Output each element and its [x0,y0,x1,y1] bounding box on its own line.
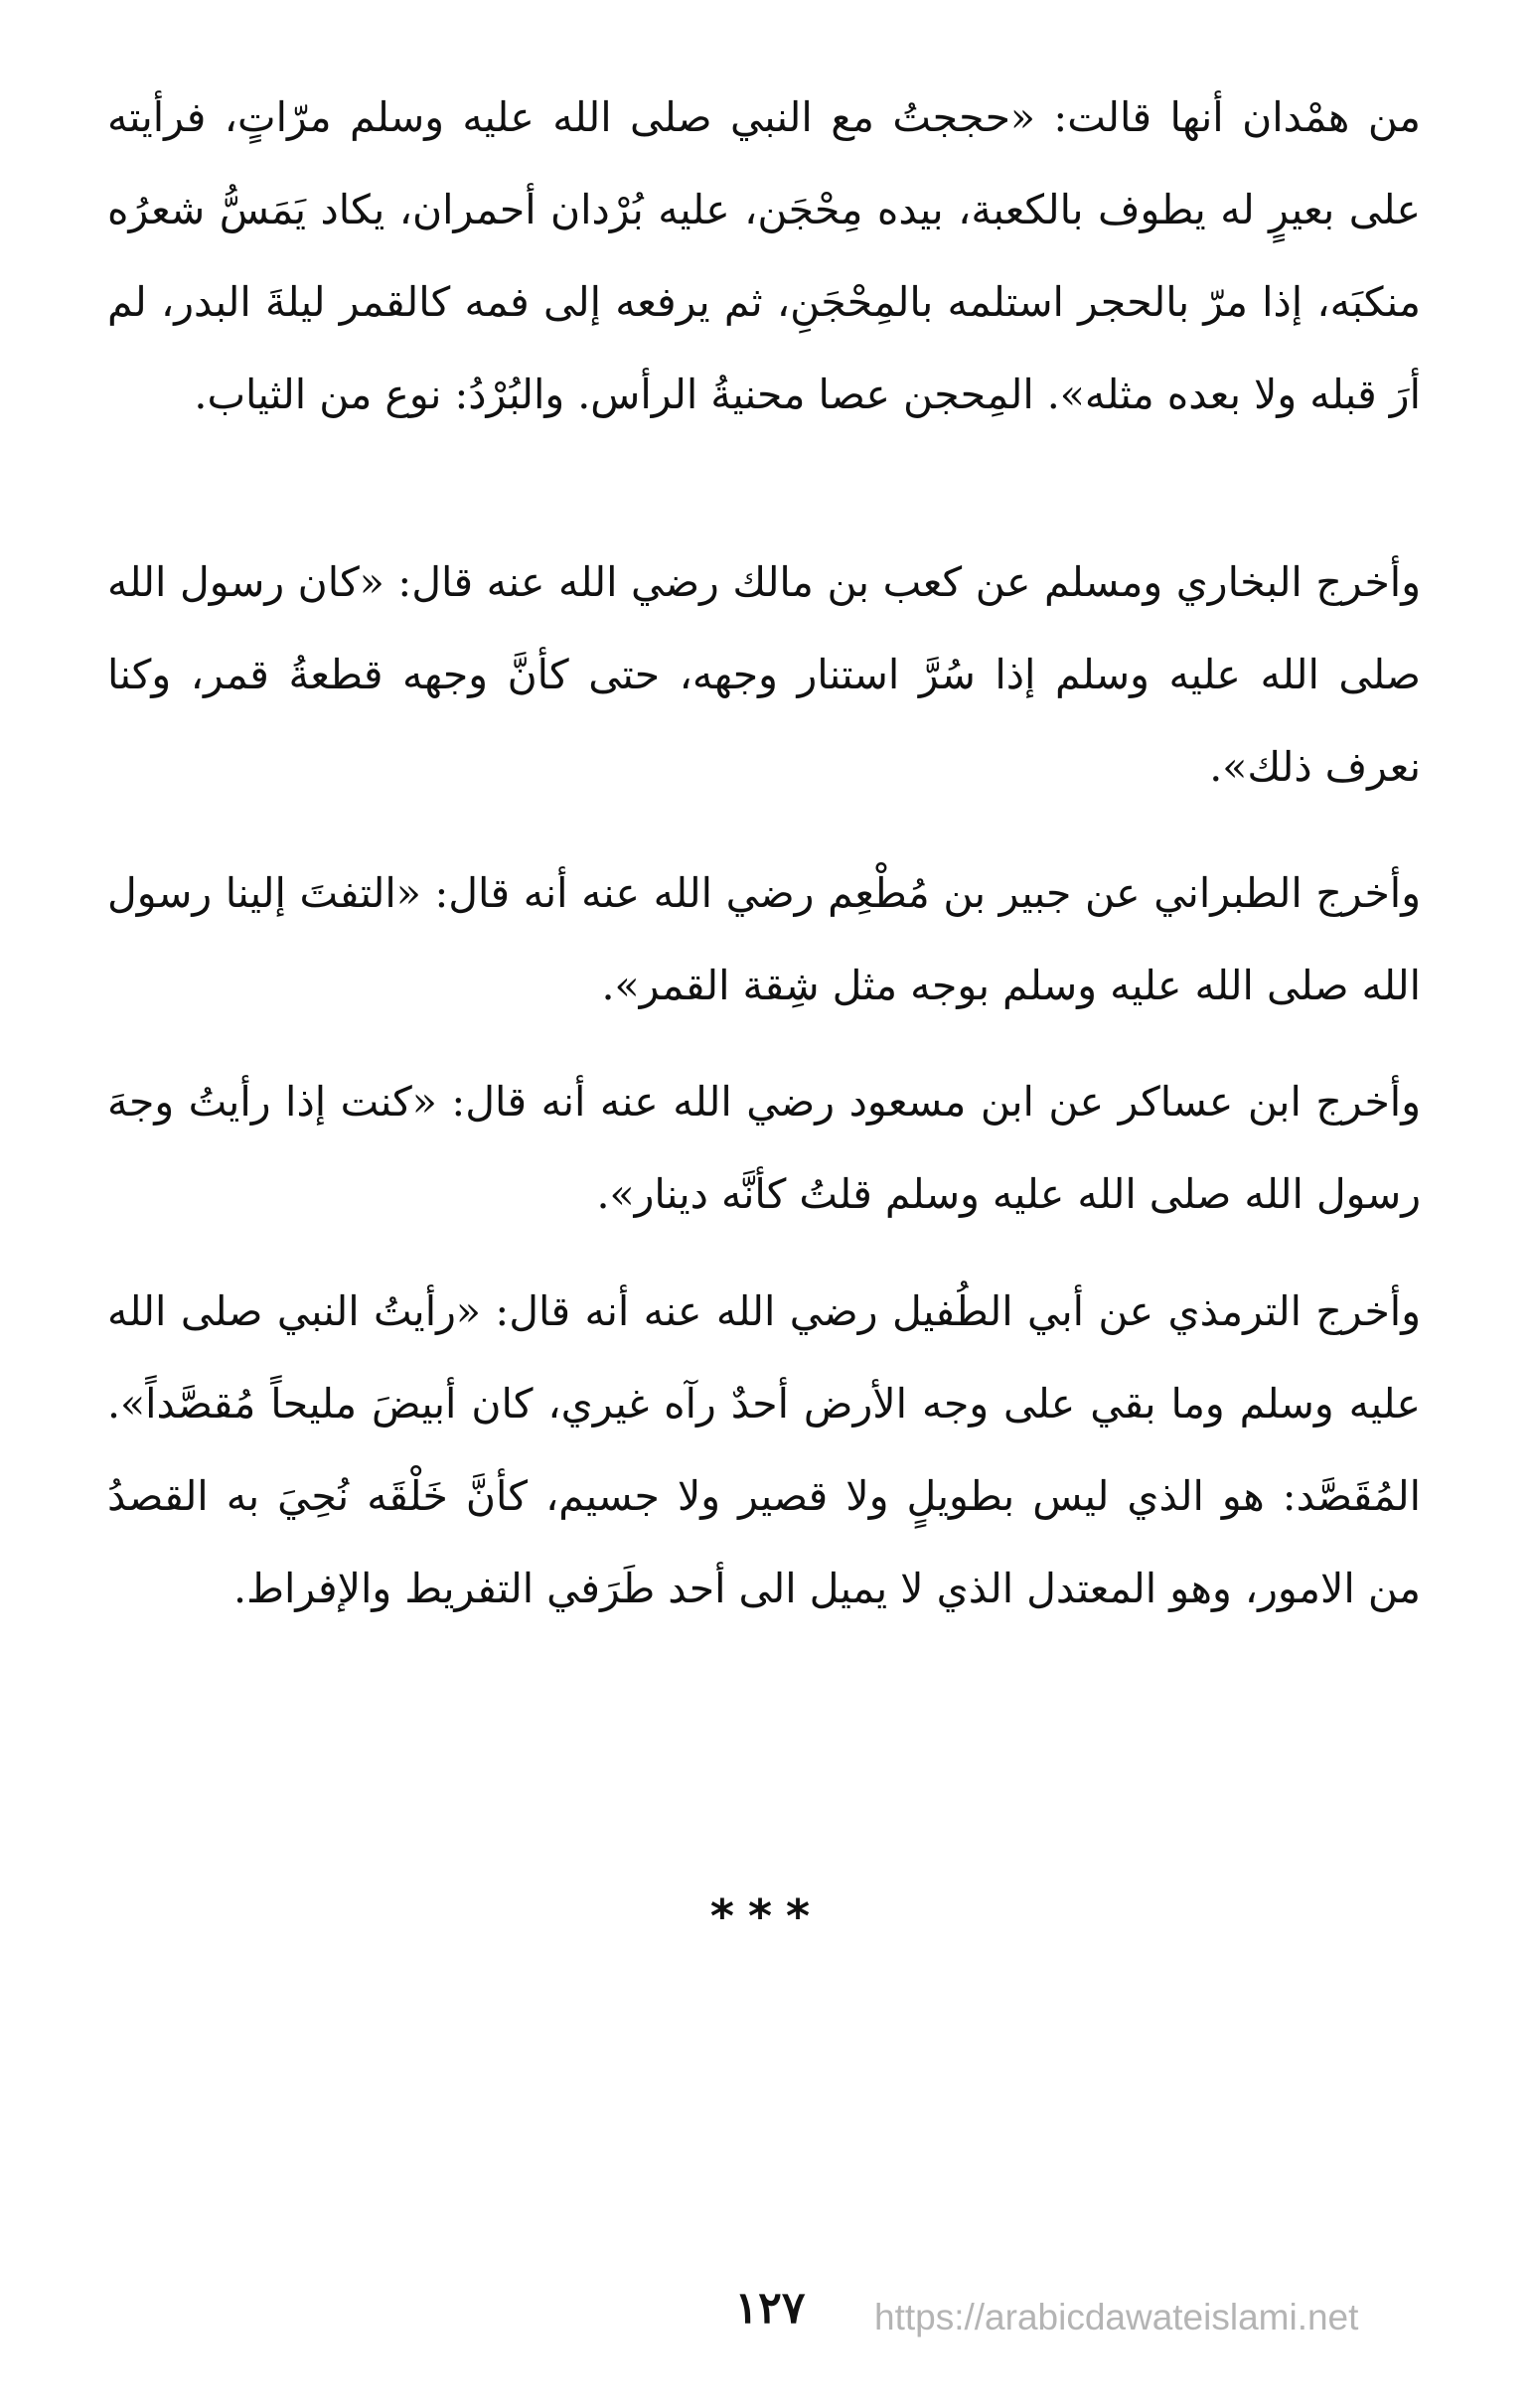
section-separator: *** [709,1889,825,1943]
paragraph-jubayr [107,847,1421,1032]
page-number: ١٢٧ [734,2283,806,2333]
paragraph-ibn-masud [107,1056,1421,1241]
paragraph-abu-tufayl [107,1266,1421,1635]
watermark-url: https://arabicdawateislami.net [874,2297,1359,2337]
paragraph-kaab [107,536,1421,814]
paragraph-text: من همْدان أنها قالت: «حججتُ مع النبي صلى الله عليه وسلم مرّاتٍ، فرأيته على بعيرٍ له يطوف بالكعبة، بيده مِحْجَن، عليه بُرْدان أحمران، يكاد يَمَسُّ شعرُه منكبَه، إذا مرّ بالحجر استلمه بالمِحْجَنِ، ثم يرفعه إلى فمه كالقمر ليلةَ البدر، لم أرَ قبله ولا بعده مثله». المِحجن عصا محنيةُ الرأس. والبُرْدُ: نوع من الثياب. [107,93,1421,418]
paragraph-text: وأخرج الطبراني عن جبير بن مُطْعِم رضي الله عنه أنه قال: «التفتَ إلينا رسول الله صلى الله عليه وسلم بوجه مثل شِقة القمر». [107,869,1421,1009]
paragraph-text: وأخرج البخاري ومسلم عن كعب بن مالك رضي الله عنه قال: «كان رسول الله صلى الله عليه وسلم إذا سُرَّ استنار وجهه، حتى كأنَّ وجهه قطعةُ قمر، وكنا نعرف ذلك». [107,558,1421,791]
paragraph-text: وأخرج ابن عساكر عن ابن مسعود رضي الله عنه أنه قال: «كنت إذا رأيتُ وجهَ رسول الله صلى الله عليه وسلم قلتُ كأنَّه دينار». [107,1078,1421,1218]
paragraph-hamdan [107,72,1421,441]
paragraph-text: وأخرج الترمذي عن أبي الطُفيل رضي الله عنه أنه قال: «رأيتُ النبي صلى الله عليه وسلم وما بقي على وجه الأرض أحدٌ رآه غيري، كان أبيضَ مليحاً مُقصَّداً». المُقَصَّد: هو الذي ليس بطويلٍ ولا قصير ولا جسيم، كأنَّ خَلْقَه نُحِيَ به القصدُ من الامور، وهو المعتدل الذي لا يميل الى أحد طَرَفي التفريط والإفراط. [107,1287,1421,1612]
